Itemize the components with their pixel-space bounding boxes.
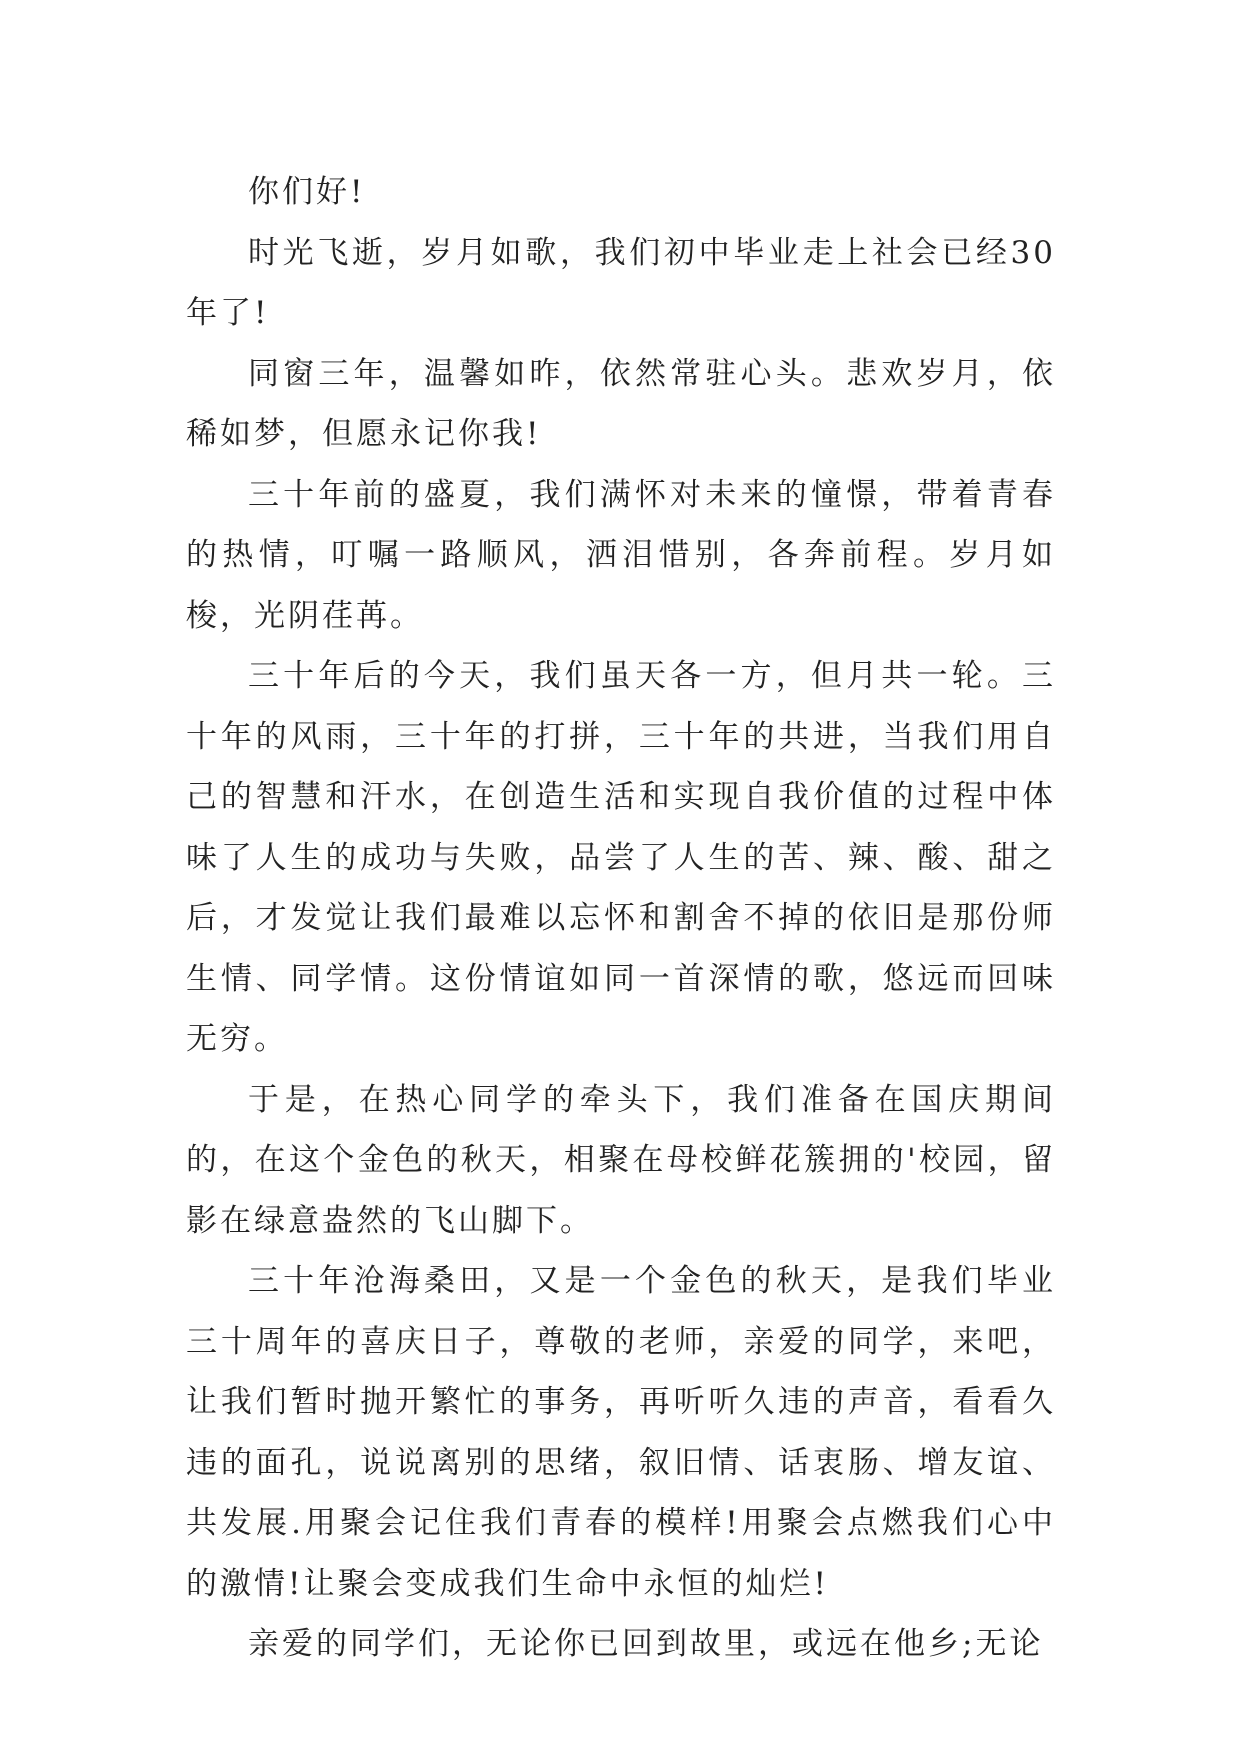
- paragraph: 三十年沧海桑田，又是一个金色的秋天，是我们毕业三十周年的喜庆日子，尊敬的老师，亲爱的同学，来吧，让我们暂时抛开繁忙的事务，再听听久违的声音，看看久违的面孔，说说离别的思绪，叙旧情、话衷肠、增友谊、共发展.用聚会记住我们青春的模样!用聚会点燃我们心中的激情!让聚会变成我们生命中永恒的灿烂!: [186, 1263, 1056, 1602]
- paragraph: 同窗三年，温馨如昨，依然常驻心头。悲欢岁月，依稀如梦，但愿永记你我!: [186, 355, 1056, 452]
- paragraph: 于是，在热心同学的牵头下，我们准备在国庆期间的，在这个金色的秋天，相聚在母校鲜花簇拥的'校园，留影在绿意盎然的飞山脚下。: [186, 1081, 1056, 1239]
- paragraph-greeting: 你们好!: [248, 174, 366, 210]
- paragraph: 三十年前的盛夏，我们满怀对未来的憧憬，带着青春的热情，叮嘱一路顺风，洒泪惜别，各奔前程。岁月如梭，光阴荏苒。: [186, 476, 1056, 634]
- paragraph: 亲爱的同学们，无论你已回到故里，或远在他乡;无论: [248, 1626, 1044, 1662]
- paragraph: 三十年后的今天，我们虽天各一方，但月共一轮。三十年的风雨，三十年的打拼，三十年的共进，当我们用自己的智慧和汗水，在创造生活和实现自我价值的过程中体味了人生的成功与失败，品尝了人生的苦、辣、酸、甜之后，才发觉让我们最难以忘怀和割舍不掉的依旧是那份师生情、同学情。这份情谊如同一首深情的歌，悠远而回味无穷。: [186, 658, 1056, 1057]
- document-body: [186, 162, 1056, 1675]
- paragraph: 时光飞逝，岁月如歌，我们初中毕业走上社会已经30年了!: [186, 234, 1056, 331]
